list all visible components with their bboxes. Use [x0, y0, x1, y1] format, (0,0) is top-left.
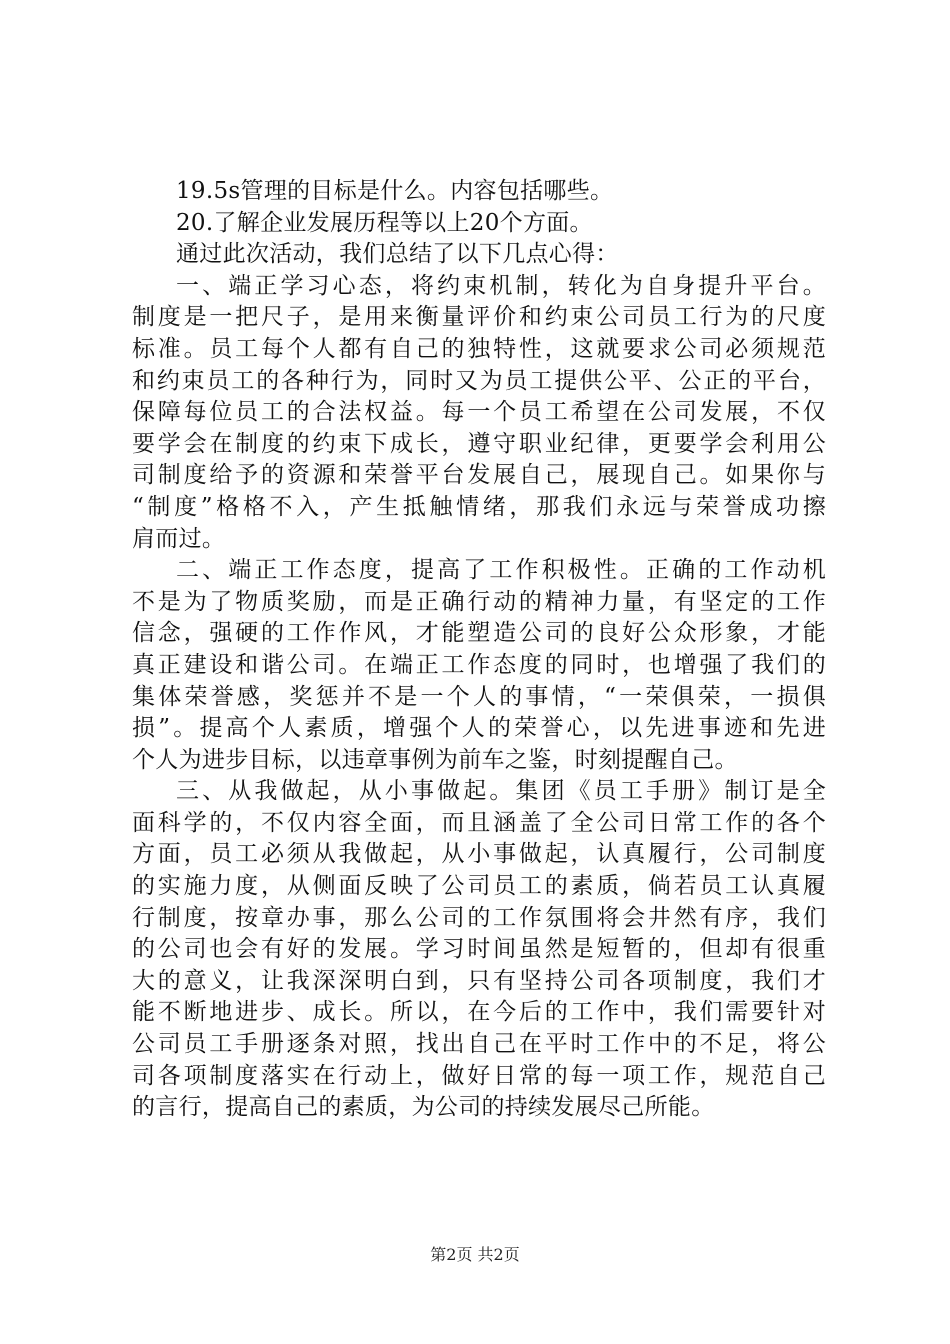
text-line: 通过此次活动，我们总结了以下几点心得：	[176, 241, 619, 268]
text-line: 信念，强硬的工作作风，才能塑造公司的良好公众形象，才能	[132, 620, 826, 647]
text-line: 能不断地进步、成长。所以，在今后的工作中，我们需要针对	[132, 999, 826, 1026]
text-line: 标准。员工每个人都有自己的独特性，这就要求公司必须规范	[132, 335, 826, 362]
text-line: 的言行，提高自己的素质，为公司的持续发展尽己所能。	[132, 1094, 715, 1121]
text-line: 真正建设和谐公司。在端正工作态度的同时，也增强了我们的	[132, 651, 826, 678]
text-line: 三、从我做起，从小事做起。集团《员工手册》制订是全	[176, 778, 826, 805]
text-line: 大的意义，让我深深明白到，只有坚持公司各项制度，我们才	[132, 967, 826, 994]
text-line: 19.5s管理的目标是什么。内容包括哪些。	[176, 178, 614, 204]
text-line: “制度”格格不入，产生抵触情绪，那我们永远与荣誉成功擦	[132, 493, 826, 520]
text-line: 司各项制度落实在行动上，做好日常的每一项工作，规范自己	[132, 1062, 826, 1089]
text-line: 制度是一把尺子，是用来衡量评价和约束公司员工行为的尺度	[132, 304, 826, 331]
text-line: 公司员工手册逐条对照，找出自己在平时工作中的不足，将公	[132, 1031, 826, 1058]
text-line: 损”。提高个人素质，增强个人的荣誉心，以先进事迹和先进	[132, 715, 826, 742]
text-line: 方面，员工必须从我做起，从小事做起，认真履行，公司制度	[132, 841, 826, 868]
document-body	[132, 176, 826, 1124]
text-line: 的公司也会有好的发展。学习时间虽然是短暂的，但却有很重	[132, 936, 826, 963]
text-line: 司制度给予的资源和荣誉平台发展自己，展现自己。如果你与	[132, 462, 826, 489]
text-line: 面科学的，不仅内容全面，而且涵盖了全公司日常工作的各个	[132, 809, 826, 836]
text-line: 保障每位员工的合法权益。每一个员工希望在公司发展，不仅	[132, 399, 826, 426]
text-line: 个人为进步目标，以违章事例为前车之鉴，时刻提醒自己。	[132, 746, 738, 773]
text-line: 的实施力度，从侧面反映了公司员工的素质，倘若员工认真履	[132, 873, 826, 900]
text-line: 二、端正工作态度，提高了工作积极性。正确的工作动机	[176, 557, 826, 584]
text-line: 集体荣誉感，奖惩并不是一个人的事情，“一荣俱荣，一损俱	[132, 683, 826, 710]
text-line: 要学会在制度的约束下成长，遵守职业纪律，更要学会利用公	[132, 430, 826, 457]
page-footer: 第2页 共2页	[430, 1245, 520, 1264]
text-line: 不是为了物质奖励，而是正确行动的精神力量，有坚定的工作	[132, 588, 826, 615]
text-line: 行制度，按章办事，那么公司的工作氛围将会井然有序，我们	[132, 904, 826, 931]
text-line: 和约束员工的各种行为，同时又为员工提供公平、公正的平台，	[132, 367, 826, 394]
text-line: 一、端正学习心态，将约束机制，转化为自身提升平台。	[176, 272, 826, 299]
text-line: 肩而过。	[132, 525, 226, 552]
text-line: 20.了解企业发展历程等以上20个方面。	[176, 209, 593, 236]
